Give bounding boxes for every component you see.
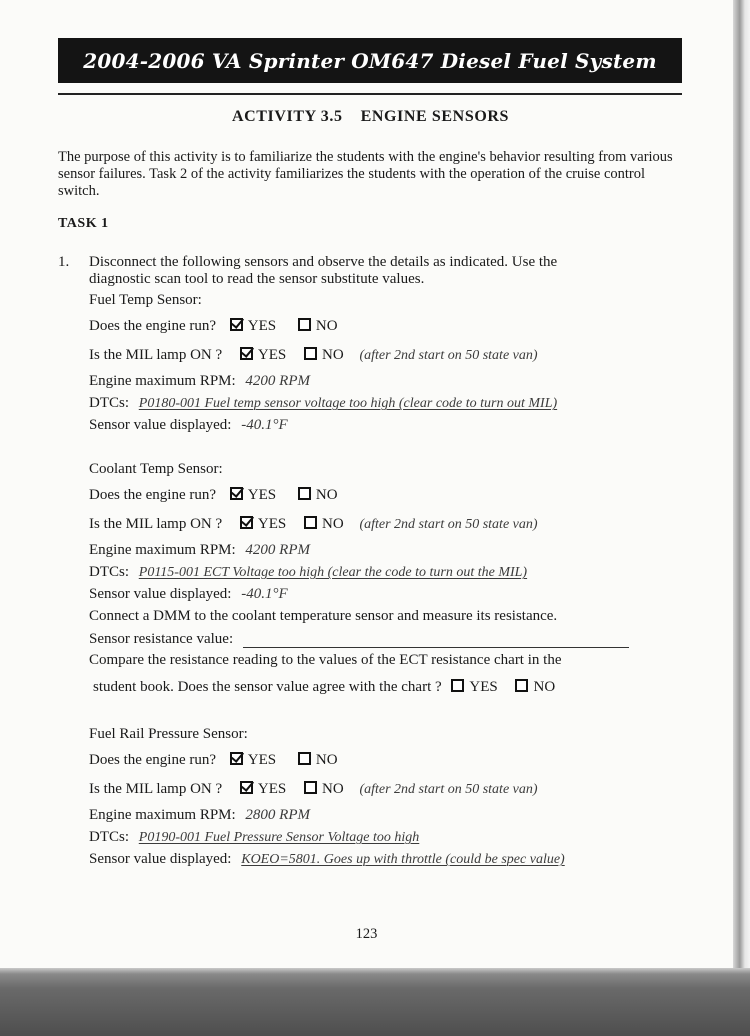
coolant-mil-yes-checkbox[interactable]: [240, 516, 253, 529]
engine-run-label: Does the engine run?: [89, 487, 217, 503]
fuel-rail-engine-run-row: [89, 752, 338, 769]
sensor-value-label: Sensor value displayed:: [89, 417, 232, 433]
coolant-engine-run-row: [89, 487, 338, 504]
fuel-rail-dtc-row: [89, 829, 419, 846]
coolant-dtc-row: [89, 564, 527, 581]
no-label: NO: [322, 781, 344, 797]
yes-label: YES: [469, 679, 498, 695]
dtcs-label: DTCs:: [89, 829, 130, 845]
fuel-temp-run-no-checkbox[interactable]: [298, 318, 311, 331]
dmm-instruction: Connect a DMM to the coolant temperature sensor and measure its resistance.: [89, 608, 558, 624]
fuel-temp-mil-yes-checkbox[interactable]: [240, 347, 253, 360]
no-label: NO: [322, 516, 344, 532]
dtcs-label: DTCs:: [89, 395, 130, 411]
coolant-mil-row: [89, 516, 538, 533]
page-edge: [733, 0, 750, 968]
fuel-rail-run-yes-checkbox[interactable]: [230, 752, 243, 765]
coolant-dtc: P0115-001 ECT Voltage too high (clear the code to turn out the MIL): [138, 565, 528, 580]
item-number: 1.: [58, 254, 70, 270]
yes-label: YES: [257, 516, 287, 532]
fuel-temp-value-row: [89, 417, 288, 434]
fuel-rail-rpm-row: [89, 807, 310, 824]
mil-note: (after 2nd start on 50 state van): [359, 348, 538, 363]
instruction-line-1: Disconnect the following sensors and observe the details as indicated. Use the: [89, 254, 558, 270]
mil-note: (after 2nd start on 50 state van): [359, 782, 538, 797]
engine-run-label: Does the engine run?: [89, 752, 217, 768]
chart-agree-yes-checkbox[interactable]: [451, 679, 464, 692]
sensor-value-label: Sensor value displayed:: [89, 851, 232, 867]
fuel-temp-mil-row: [89, 347, 538, 364]
coolant-max-rpm: 4200 RPM: [245, 542, 310, 558]
instruction-line-2: diagnostic scan tool to read the sensor substitute values.: [89, 271, 425, 287]
no-label: NO: [315, 752, 338, 768]
sensor-value-label: Sensor value displayed:: [89, 586, 232, 602]
max-rpm-label: Engine maximum RPM:: [89, 542, 236, 558]
max-rpm-label: Engine maximum RPM:: [89, 373, 236, 389]
no-label: NO: [315, 487, 338, 503]
fuel-rail-title: Fuel Rail Pressure Sensor:: [89, 726, 248, 742]
task-label: TASK 1: [58, 216, 109, 231]
no-label: NO: [533, 679, 556, 695]
fuel-rail-mil-no-checkbox[interactable]: [304, 781, 317, 794]
coolant-sensor-value: -40.1°F: [241, 586, 288, 602]
coolant-mil-no-checkbox[interactable]: [304, 516, 317, 529]
title-banner: [58, 38, 682, 83]
yes-label: YES: [247, 487, 277, 503]
yes-label: YES: [257, 781, 287, 797]
mil-label: Is the MIL lamp ON ?: [89, 347, 223, 363]
fuel-temp-sensor-value: -40.1°F: [241, 417, 288, 433]
fuel-temp-mil-no-checkbox[interactable]: [304, 347, 317, 360]
yes-label: YES: [247, 752, 277, 768]
fuel-temp-rpm-row: [89, 373, 310, 390]
fuel-rail-mil-row: [89, 781, 538, 798]
scan-background: [0, 968, 750, 1036]
banner-title: 2004-2006 VA Sprinter OM647 Diesel Fuel System: [83, 48, 657, 73]
resistance-value-field[interactable]: [243, 630, 629, 648]
compare-row: [93, 679, 555, 696]
chart-agree-no-checkbox[interactable]: [515, 679, 528, 692]
coolant-value-row: [89, 586, 288, 603]
fuel-rail-mil-yes-checkbox[interactable]: [240, 781, 253, 794]
fuel-temp-title: Fuel Temp Sensor:: [89, 292, 202, 308]
activity-heading: [4, 108, 737, 126]
fuel-rail-max-rpm: 2800 RPM: [245, 807, 310, 823]
mil-label: Is the MIL lamp ON ?: [89, 781, 223, 797]
fuel-temp-dtc: P0180-001 Fuel temp sensor voltage too high (clear code to turn out MIL): [138, 396, 558, 411]
fuel-temp-run-yes-checkbox[interactable]: [230, 318, 243, 331]
coolant-rpm-row: [89, 542, 310, 559]
engine-run-label: Does the engine run?: [89, 318, 217, 334]
coolant-run-yes-checkbox[interactable]: [230, 487, 243, 500]
fuel-rail-sensor-value: KOEO=5801. Goes up with throttle (could be spec value): [241, 852, 565, 867]
yes-label: YES: [247, 318, 277, 334]
resistance-row: [89, 630, 629, 648]
fuel-temp-engine-run-row: [89, 318, 338, 335]
fuel-rail-run-no-checkbox[interactable]: [298, 752, 311, 765]
yes-label: YES: [257, 347, 287, 363]
page-number: 123: [355, 926, 378, 942]
activity-subject: ENGINE SENSORS: [360, 108, 510, 125]
compare-line-1: Compare the resistance reading to the values of the ECT resistance chart in the: [89, 652, 562, 668]
fuel-rail-dtc: P0190-001 Fuel Pressure Sensor Voltage too high: [138, 830, 420, 845]
resistance-label: Sensor resistance value:: [89, 631, 234, 647]
mil-note: (after 2nd start on 50 state van): [359, 517, 538, 532]
coolant-run-no-checkbox[interactable]: [298, 487, 311, 500]
fuel-temp-dtc-row: [89, 395, 557, 412]
activity-number: ACTIVITY 3.5: [231, 108, 343, 125]
max-rpm-label: Engine maximum RPM:: [89, 807, 236, 823]
intro-paragraph: The purpose of this activity is to familiarize the students with the engine's behavior resulting from various sensor failures. Task 2 of the activity familiarizes the students with the operation of the cruise control switch.: [58, 149, 673, 199]
title-rule: [58, 93, 682, 95]
dtcs-label: DTCs:: [89, 564, 130, 580]
fuel-rail-value-row: [89, 851, 565, 868]
mil-label: Is the MIL lamp ON ?: [89, 516, 223, 532]
fuel-temp-max-rpm: 4200 RPM: [245, 373, 310, 389]
no-label: NO: [322, 347, 344, 363]
no-label: NO: [315, 318, 338, 334]
coolant-temp-title: Coolant Temp Sensor:: [89, 461, 223, 477]
compare-line-2: student book. Does the sensor value agree with the chart ?: [93, 679, 442, 695]
